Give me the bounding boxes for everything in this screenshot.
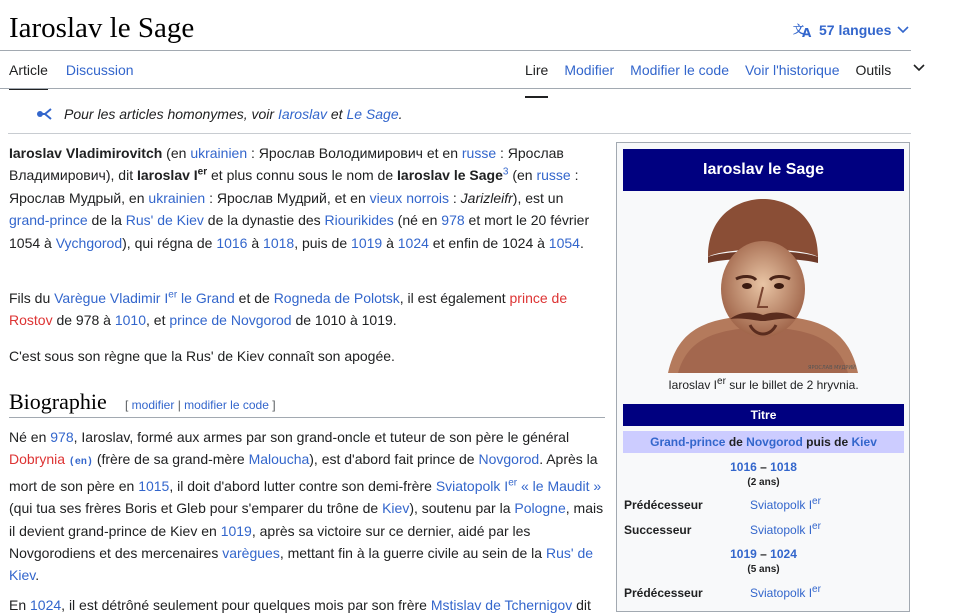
- link-1054[interactable]: 1054: [548, 234, 580, 251]
- infobox-row-successor: [624, 523, 904, 537]
- caption-text: Iaroslav I: [668, 378, 718, 392]
- link-rogneda[interactable]: Rogneda de Polotsk: [273, 290, 400, 306]
- link-1010[interactable]: 1010: [114, 312, 147, 329]
- link-novgorod-infobox[interactable]: Novgorod: [746, 435, 803, 449]
- tab-article[interactable]: Article: [9, 62, 48, 90]
- label-successor: Successeur: [624, 523, 692, 537]
- svg-text:A: A: [802, 26, 812, 38]
- link-novgorod[interactable]: Novgorod: [478, 451, 540, 468]
- paragraph: Fils du Varègue Vladimir Ier le Grand et de Rogneda de Polotsk, il est également prince de Rostov de 978 à 1010, et prince de Novgorod de 1010 à 1019.: [9, 289, 568, 329]
- link-russe[interactable]: russe: [461, 145, 497, 161]
- intro-paragraph: Iaroslav Vladimirovitch (en ukrainien : Ярослав Володимирович et en russe : Ярослав Владимирович), dit Iaroslav Ier et plus connu sous le nom de Iaroslav le Sage$^3$ (en russe : Ярослав Мудрый, en ukrainien : Ярослав Мудрий, et en vieux norrois : Jarizleifr), est un grand-prince de la Rus' de Kiev de la dynastie des Riourikides (né en 978 et mort le 20 février 1054 à Vychgorod), qui régna de 1016 à 1018, puis de 1019 à 1024 et enfin de 1024 à 1054.: [9, 145, 590, 251]
- link-varegue-vladimir[interactable]: Varègue Vladimir Ier le Grand: [54, 289, 235, 306]
- link-russe-2[interactable]: russe: [536, 167, 571, 184]
- link-sviatopolk-pred[interactable]: [750, 498, 821, 512]
- language-count: 57 langues: [819, 22, 892, 38]
- term-2-start[interactable]: 1019: [730, 547, 757, 561]
- hatnote-link-iaroslav[interactable]: Iaroslav: [277, 106, 327, 122]
- section-edit-link[interactable]: modifier: [131, 398, 175, 412]
- hatnote-link-le-sage[interactable]: Le Sage: [346, 106, 399, 122]
- link-prince-de-rostov[interactable]: prince de Rostov: [9, 290, 568, 329]
- svg-text:ЯРОСЛАВ МУДРИЙ: ЯРОСЛАВ МУДРИЙ: [808, 365, 856, 371]
- sup-er: er: [812, 584, 821, 595]
- link-prince-de-novgorod[interactable]: prince de Novgorod: [169, 312, 292, 329]
- namespace-tabs: [9, 62, 152, 90]
- tools-label: Outils: [855, 62, 892, 78]
- infobox-caption: [623, 378, 904, 392]
- link-sviatopolk[interactable]: Sviatopolk Ier « le Maudit »: [435, 477, 602, 494]
- term-1-start[interactable]: 1016: [730, 460, 757, 474]
- link-dobrynia[interactable]: Dobrynia: [9, 451, 66, 468]
- infobox-row-predecessor: [624, 498, 904, 512]
- link-varegues[interactable]: varègues: [222, 545, 280, 562]
- caption-text-2: sur le billet de 2 hryvnia.: [725, 378, 859, 392]
- link-1016[interactable]: 1016: [216, 234, 248, 251]
- gp-de: de: [725, 435, 747, 449]
- divider: [0, 88, 911, 89]
- link-ukrainien-2[interactable]: ukrainien: [148, 189, 206, 206]
- link-maloucha[interactable]: Maloucha: [248, 451, 310, 468]
- tools-menu[interactable]: [855, 62, 925, 98]
- divider: [9, 417, 605, 418]
- tab-edit-source[interactable]: Modifier le code: [630, 62, 729, 78]
- gp-puis: puis de: [802, 435, 852, 449]
- translate-icon: [793, 22, 813, 38]
- chevron-down-icon: [897, 26, 909, 34]
- portrait-image[interactable]: [658, 197, 868, 373]
- term-2-duration: (5 ans): [747, 564, 780, 575]
- link-mstislav[interactable]: Mstislav de Tchernigov: [430, 597, 573, 613]
- link-sviatopolk-succ[interactable]: [750, 523, 821, 537]
- divider: [8, 133, 911, 134]
- tab-discussion[interactable]: Discussion: [65, 62, 134, 78]
- caption-sup: er: [717, 376, 726, 387]
- link-riourikides[interactable]: Riourikides: [324, 212, 394, 229]
- link-1019[interactable]: 1019: [351, 234, 383, 251]
- section-edit-code-link[interactable]: modifier le code: [184, 398, 269, 412]
- infobox-section-header: Titre: [623, 404, 904, 426]
- hatnote-suffix: .: [398, 106, 403, 122]
- link-pologne[interactable]: Pologne: [514, 500, 566, 517]
- sup-er: er: [812, 521, 821, 532]
- term-2-end[interactable]: 1024: [770, 547, 797, 561]
- infobox-title-row: [623, 431, 904, 453]
- infobox-row-predecessor-2: [624, 586, 904, 600]
- link-kiev-infobox[interactable]: Kiev: [851, 435, 877, 449]
- hatnote: [36, 106, 403, 122]
- divider: [0, 50, 911, 51]
- hatnote-text: [64, 106, 403, 122]
- hatnote-prefix: Pour les articles homonymes, voir: [64, 106, 278, 122]
- link-rus-de-kiev-2[interactable]: Rus' de Kiev: [9, 545, 594, 584]
- tab-read[interactable]: Lire: [525, 62, 548, 98]
- svg-text:文: 文: [793, 23, 804, 36]
- sviatopolk-name: Sviatopolk I: [750, 586, 813, 600]
- link-1019-2[interactable]: 1019: [220, 522, 252, 539]
- hatnote-mid: et: [327, 106, 347, 122]
- sviatopolk-name: Sviatopolk I: [750, 498, 813, 512]
- link-vieux-norrois[interactable]: vieux norrois: [369, 189, 449, 206]
- link-1018[interactable]: 1018: [263, 234, 295, 251]
- link-ukrainien[interactable]: ukrainien: [190, 145, 248, 161]
- term-2-years: 1019 – 1024: [730, 547, 797, 561]
- link-grand-prince-infobox[interactable]: Grand-prince: [650, 435, 726, 449]
- link-1024[interactable]: 1024: [397, 234, 429, 251]
- label-predecessor: Prédécesseur: [624, 586, 703, 600]
- paragraph: Né en 978, Iaroslav, formé aux armes par son grand-oncle et tuteur de son père le général Dobrynia (en) (frère de sa grand-mère Maloucha), est d'abord fait prince de Novgorod. Après la mort de son père en 1015, il doit d'abord lutter contre son demi-frère Sviatopolk Ier « le Maudit » (qui tua ses frères Boris et Gleb pour s'emparer du trône de Kiev), soutenu par la Pologne, mais il devient grand-prince de Kiev en 1019, après sa victoire sur ce dernier, aidé par les Novgorodiens et des mercenaires varègues, mettant fin à la guerre civile au sein de la Rus' de Kiev.: [9, 429, 604, 584]
- term-1-years: 1016 – 1018: [730, 460, 797, 474]
- link-1024-2[interactable]: 1024: [30, 597, 62, 613]
- view-tabs: [525, 62, 941, 98]
- link-1015[interactable]: 1015: [138, 477, 170, 494]
- paragraph: En 1024, il est détrôné seulement pour quelques mois par son frère Mstislav de Tchernigov dit: [9, 597, 591, 613]
- infobox-title: Iaroslav le Sage: [623, 149, 904, 191]
- tab-history[interactable]: Voir l'historique: [744, 62, 840, 78]
- language-button[interactable]: [793, 22, 909, 38]
- lang-en-badge[interactable]: (en): [68, 457, 93, 469]
- link-grand-prince[interactable]: grand-prince: [9, 212, 88, 229]
- section-edit-links: [ modifier | modifier le code ]: [125, 398, 276, 412]
- chevron-down-icon: [913, 62, 925, 72]
- sviatopolk-name: Sviatopolk I: [750, 523, 813, 537]
- term-1-duration: (2 ans): [747, 477, 780, 488]
- label-predecessor: Prédécesseur: [624, 498, 703, 512]
- section-heading: Biographie: [9, 389, 107, 414]
- link-978-2[interactable]: 978: [50, 429, 74, 445]
- disambiguation-icon: [36, 108, 54, 120]
- link-sviatopolk-pred-2[interactable]: [750, 586, 821, 600]
- tab-edit[interactable]: Modifier: [564, 62, 615, 78]
- paragraph: C'est sous son règne que la Rus' de Kiev connaît son apogée.: [9, 348, 395, 364]
- link-978[interactable]: 978: [441, 212, 465, 229]
- link-vychgorod[interactable]: Vychgorod: [55, 234, 123, 251]
- sup-er: er: [812, 496, 821, 507]
- link-rus-de-kiev[interactable]: Rus' de Kiev: [125, 212, 204, 229]
- link-kiev[interactable]: Kiev: [382, 500, 410, 517]
- term-1-end[interactable]: 1018: [770, 460, 797, 474]
- page-title: Iaroslav le Sage: [9, 12, 195, 44]
